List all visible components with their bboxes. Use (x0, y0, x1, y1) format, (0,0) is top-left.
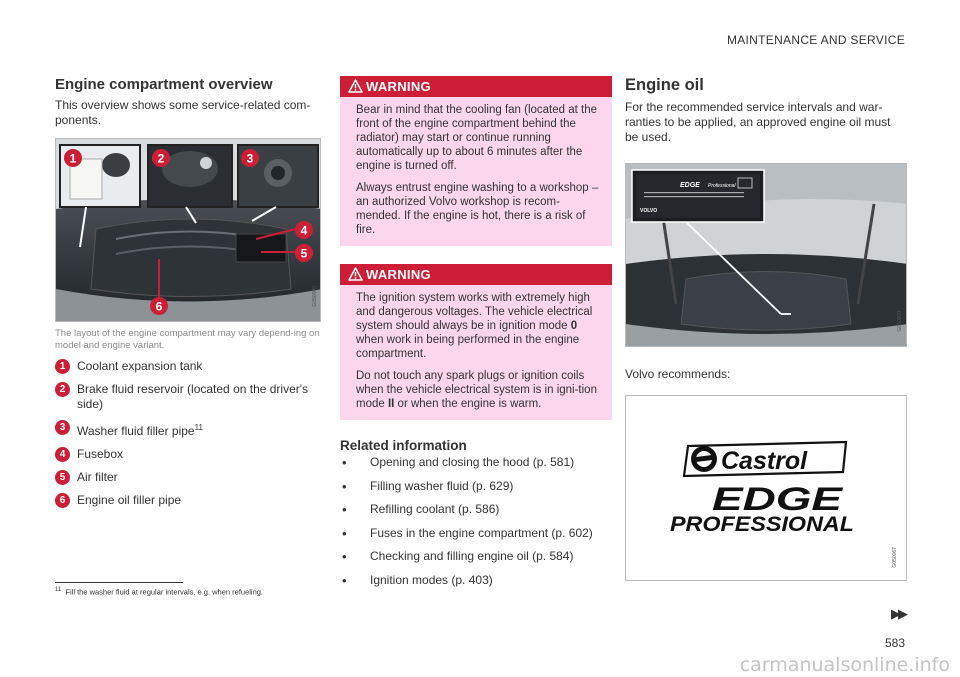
warning-text: Do not touch any spark plugs or ignition coils when the vehicle electrical system is in igni-tion mode II or when the engine is warm. (356, 370, 597, 410)
label-sub: Professional (708, 183, 736, 189)
svg-text:3: 3 (246, 151, 254, 166)
part-number-badge: 2 (55, 382, 70, 397)
warning-text: Bear in mind that the cooling fan (located at the front of the engine compartment behind the radiator) may start or continue running automatically up to about 6 minutes after the engine is turned off. (356, 104, 598, 172)
part-number-badge: 4 (55, 447, 70, 462)
svg-text:5: 5 (300, 246, 308, 261)
next-page-arrows-icon[interactable]: ▶▶ (891, 606, 905, 621)
engine-overview-column (55, 76, 321, 516)
footnote-rule (55, 582, 183, 583)
page-number: 583 (884, 636, 905, 650)
professional-text: PROFESSIONAL (670, 513, 854, 536)
part-label: Brake fluid reservoir (located on the driver's side) (77, 382, 309, 411)
part-label: Coolant expansion tank (77, 359, 203, 373)
related-link[interactable]: • Filling washer fluid (p. 629) (340, 479, 612, 494)
part-label: Fusebox (77, 447, 124, 461)
svg-text:1: 1 (69, 151, 77, 166)
label-volvo: VOLVO (640, 208, 658, 214)
marker-6 (150, 297, 168, 315)
related-info-title: Related information (340, 438, 467, 453)
engine-figure-code: G050080 (312, 286, 318, 307)
watermark: carmanualsonline.info (739, 654, 950, 676)
list-item (55, 359, 321, 374)
related-link[interactable]: • Refilling coolant (p. 586) (340, 502, 612, 517)
label-brand: EDGE (680, 182, 700, 189)
warning-triangle-icon (348, 79, 363, 93)
list-item (55, 493, 321, 508)
warning-box-ignition (340, 264, 612, 420)
marker-1 (64, 149, 82, 167)
svg-text:6: 6 (155, 299, 163, 314)
related-links-list (340, 455, 612, 588)
part-number-badge: 3 (55, 420, 70, 435)
castrol-edge-logo (626, 396, 908, 582)
figure-caption: The layout of the engine compartment may vary depend-ing on model and engine variant. (55, 328, 320, 351)
related-link[interactable]: • Ignition modes (p. 403) (340, 573, 612, 588)
list-item (55, 382, 321, 412)
warning-text: The ignition system works with extremely high and dangerous voltages. The vehicle electrical system should always be in ignition mode 0 when work in being performed in the engine compartment. (356, 292, 593, 360)
marker-4 (295, 221, 313, 239)
ignition-mode-ii: II (387, 398, 395, 410)
part-number-badge: 1 (55, 359, 70, 374)
parts-list (55, 359, 321, 508)
svg-text:2: 2 (157, 151, 165, 166)
hood-label-figure (625, 163, 907, 347)
footnote (55, 587, 263, 597)
hood-label-illustration (626, 164, 907, 347)
engine-oil-column (625, 76, 907, 581)
warning-title (340, 264, 612, 285)
related-link[interactable]: • Checking and filling engine oil (p. 584) (340, 549, 612, 564)
part-label: Air filter (77, 470, 118, 484)
list-item (55, 447, 321, 462)
engine-overview-title: Engine compartment overview (55, 76, 273, 93)
recommend-text: Volvo recommends: (625, 367, 731, 381)
marker-5 (295, 244, 313, 262)
engine-oil-title: Engine oil (625, 76, 704, 94)
warning-text: Always entrust engine washing to a workshop – an authorized Volvo workshop is recom-mended. If the engine is hot, there is a risk of fire. (356, 182, 599, 236)
svg-text:4: 4 (300, 223, 308, 238)
logo-figure-code: G050067 (892, 547, 898, 568)
footnote-number: 11 (55, 587, 62, 593)
hood-figure-code: G050000 (897, 311, 903, 332)
engine-compartment-figure (55, 138, 321, 322)
part-label: Engine oil filler pipe (77, 493, 182, 507)
marker-3 (241, 149, 259, 167)
castrol-brand: Castrol (721, 447, 808, 475)
castrol-logo-figure (625, 395, 907, 581)
engine-compartment-illustration (56, 139, 321, 322)
footnote-text: Fill the washer fluid at regular intervals, e.g. when refueling. (65, 587, 264, 597)
related-link[interactable]: • Opening and closing the hood (p. 581) (340, 455, 612, 470)
part-number-badge: 6 (55, 493, 70, 508)
ignition-mode-0: 0 (570, 320, 578, 332)
warnings-column (340, 76, 612, 596)
warning-triangle-icon (348, 267, 363, 281)
section-header: MAINTENANCE AND SERVICE (726, 33, 905, 47)
edge-text: EDGE (712, 481, 845, 517)
list-item (55, 420, 321, 439)
engine-overview-intro: This overview shows some service-related com-ponents. (55, 98, 311, 127)
part-number-badge: 5 (55, 470, 70, 485)
warning-title (340, 76, 612, 97)
marker-2 (152, 149, 170, 167)
part-label: Washer fluid filler pipe (77, 424, 195, 438)
related-link[interactable]: • Fuses in the engine compartment (p. 602) (340, 526, 612, 541)
footnote-ref[interactable]: 11 (194, 423, 203, 432)
list-item (55, 470, 321, 485)
warning-title-text: WARNING (366, 267, 431, 282)
warning-title-text: WARNING (366, 79, 431, 94)
warning-box-cooling-fan (340, 76, 612, 246)
engine-oil-intro: For the recommended service intervals and war-ranties to be applied, an approved engine oil must be used. (625, 100, 891, 144)
